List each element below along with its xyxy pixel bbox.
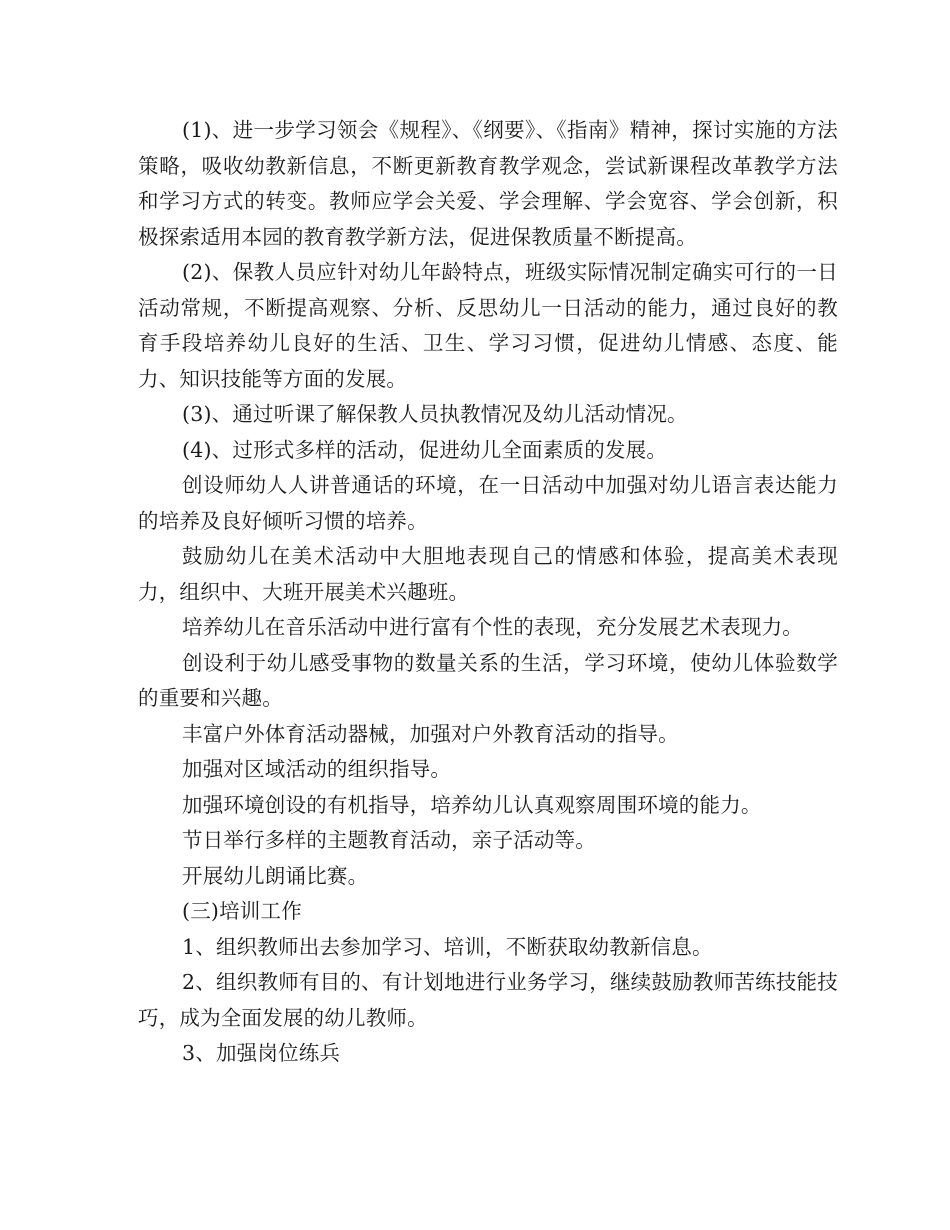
paragraph-training-item-1: 1、组织教师出去参加学习、培训，不断获取幼教新信息。 <box>182 934 713 959</box>
paragraph-study-guidelines: (1)、进一步学习领会《规程》、《纲要》、《指南》精神，探讨实施的方法策略，吸收幼教新信息，不断更新教育教学观念，尝试新课程改革教学方法和学习方式的转变。教师应学会关爱、学会理解、学会宽容、学会创新，积极探索适用本园的教育教学新方法，促进保教质量不断提高。 <box>138 118 838 249</box>
paragraph-diverse-activities: (4)、过形式多样的活动，促进幼儿全面素质的发展。 <box>182 437 668 462</box>
paragraph-daily-routine: (2)、保教人员应针对幼儿年龄特点，班级实际情况制定确实可行的一日活动常规，不断提高观察、分析、反思幼儿一日活动的能力，通过良好的教育手段培养幼儿良好的生活、卫生、学习习惯，促进幼儿情感、态度、能力、知识技能等方面的发展。 <box>138 260 838 391</box>
paragraph-recitation-contest: 开展幼儿朗诵比赛。 <box>182 863 369 888</box>
paragraph-area-activities: 加强对区域活动的组织指导。 <box>182 757 452 781</box>
section-heading-training: (三)培训工作 <box>182 899 302 923</box>
paragraph-art-activities: 鼓励幼儿在美术活动中大胆地表现自己的情感和体验，提高美术表现力，组织中、大班开展美术兴趣班。 <box>138 544 838 604</box>
paragraph-music-activities: 培养幼儿在音乐活动中进行富有个性的表现，充分发展艺术表现力。 <box>182 615 803 639</box>
paragraph-holiday-activities: 节日举行多样的主题教育活动，亲子活动等。 <box>182 828 596 852</box>
paragraph-training-item-2: 2、组织教师有目的、有计划地进行业务学习，继续鼓励教师苦练技能技巧，成为全面发展的幼儿教师。 <box>138 970 838 1030</box>
paragraph-mandarin-environment: 创设师幼人人讲普通话的环境，在一日活动中加强对幼儿语言表达能力的培养及良好倾听习惯的培养。 <box>138 473 838 533</box>
paragraph-lesson-observation: (3)、通过听课了解保教人员执教情况及幼儿活动情况。 <box>182 402 688 426</box>
paragraph-training-item-3: 3、加强岗位练兵 <box>182 1041 341 1065</box>
paragraph-outdoor-sports: 丰富户外体育活动器械，加强对户外教育活动的指导。 <box>182 721 679 746</box>
document-body <box>138 113 838 1072</box>
paragraph-math-environment: 创设利于幼儿感受事物的数量关系的生活，学习环境，使幼儿体验数学的重要和兴趣。 <box>138 650 838 710</box>
paragraph-environment-creation: 加强环境创设的有机指导，培养幼儿认真观察周围环境的能力。 <box>182 792 762 817</box>
